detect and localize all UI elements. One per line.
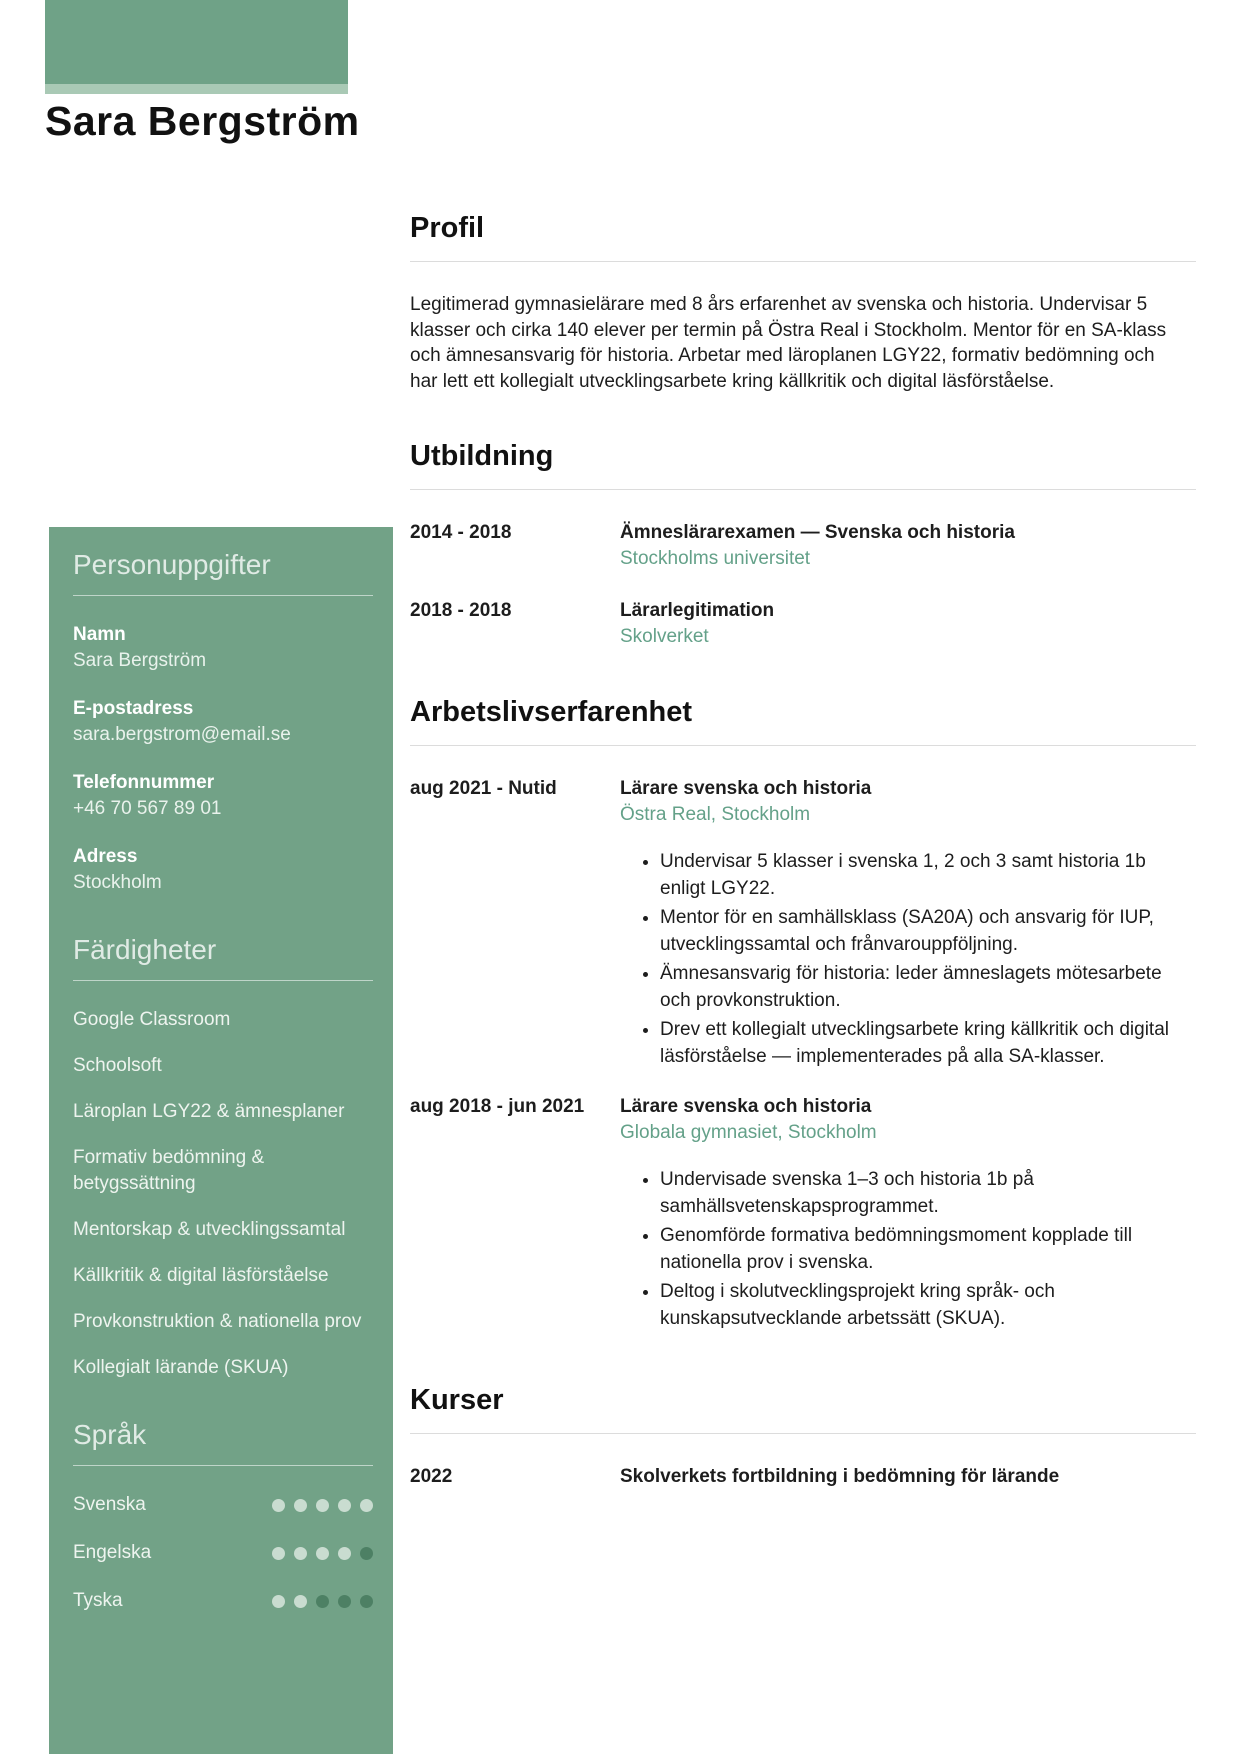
section-courses <box>410 1384 1196 1490</box>
skill-item: Formativ bedömning & betygssättning <box>73 1147 265 1194</box>
bullet-item: • Undervisar 5 klasser i svenska 1, 2 och 3 samt historia 1b enligt LGY22. <box>660 848 1196 902</box>
experience-org: Globala gymnasiet, Stockholm <box>620 1122 877 1143</box>
skill-item: Kollegialt lärande (SKUA) <box>73 1357 289 1378</box>
experience-details <box>620 1094 1196 1338</box>
field-email <box>73 696 373 748</box>
education-entry <box>410 520 1196 572</box>
education-title: Ämneslärarexamen — Svenska och historia <box>620 522 1015 543</box>
experience-entry <box>410 1094 1196 1338</box>
language-level-dot <box>360 1595 373 1608</box>
education-details <box>620 520 1196 572</box>
language-level-dot <box>294 1547 307 1560</box>
experience-title: Lärare svenska och historia <box>620 1096 872 1117</box>
language-level-dot <box>272 1547 285 1560</box>
language-row <box>73 1492 373 1518</box>
main-content <box>410 0 1196 1536</box>
bullet-item: • Mentor för en samhällsklass (SA20A) och ansvarig för IUP, utvecklingssamtal och frånvarouppföljning. <box>660 904 1196 958</box>
bullet-item: • Ämnesansvarig för historia: leder ämneslagets mötesarbete och provkonstruktion. <box>660 960 1196 1014</box>
education-title: Lärarlegitimation <box>620 600 775 621</box>
bullet-item: • Deltog i skolutvecklingsprojekt kring språk- och kunskapsutvecklande arbetssätt (SKUA). <box>660 1278 1196 1332</box>
personal-heading: Personuppgifter <box>73 549 373 596</box>
education-period: 2018 - 2018 <box>410 600 512 621</box>
language-level-dot <box>316 1499 329 1512</box>
field-label: Namn <box>73 624 126 645</box>
language-level-dot <box>316 1595 329 1608</box>
course-period: 2022 <box>410 1466 453 1487</box>
language-level-dot <box>338 1595 351 1608</box>
section-experience <box>410 696 1196 1338</box>
language-name: Engelska <box>73 1542 152 1563</box>
skill-item: Google Classroom <box>73 1009 231 1030</box>
field-value: sara.bergstrom@email.se <box>73 724 291 745</box>
skill-item: Schoolsoft <box>73 1055 162 1076</box>
field-value: +46 70 567 89 01 <box>73 798 222 819</box>
header-accent-main <box>45 0 348 84</box>
field-name <box>73 622 373 674</box>
sidebar <box>49 527 393 1754</box>
language-level-dots <box>272 1499 373 1512</box>
language-level-dot <box>294 1595 307 1608</box>
language-level-dot <box>338 1499 351 1512</box>
field-address <box>73 844 373 896</box>
experience-period: aug 2018 - jun 2021 <box>410 1096 585 1117</box>
skill-item: Provkonstruktion & nationella prov <box>73 1311 362 1332</box>
experience-entry <box>410 776 1196 1076</box>
field-phone <box>73 770 373 822</box>
education-heading: Utbildning <box>410 440 1196 490</box>
profile-heading: Profil <box>410 212 1196 262</box>
language-row <box>73 1540 373 1566</box>
language-level-dot <box>316 1547 329 1560</box>
language-level-dot <box>272 1595 285 1608</box>
education-org: Skolverket <box>620 626 709 647</box>
language-level-dots <box>272 1595 373 1608</box>
education-entry <box>410 598 1196 650</box>
language-level-dots <box>272 1547 373 1560</box>
sidebar-section-skills <box>73 934 373 1381</box>
language-name: Svenska <box>73 1494 146 1515</box>
bullet-item: • Undervisade svenska 1–3 och historia 1b på samhällsvetenskapsprogrammet. <box>660 1166 1196 1220</box>
experience-bullets <box>620 848 1196 1070</box>
field-label: Adress <box>73 846 138 867</box>
language-level-dot <box>360 1499 373 1512</box>
experience-period: aug 2021 - Nutid <box>410 778 557 799</box>
header-accent-block <box>45 0 348 94</box>
education-period: 2014 - 2018 <box>410 522 512 543</box>
page-title: Sara Bergström <box>45 98 360 144</box>
language-row <box>73 1588 373 1614</box>
skill-item: Mentorskap & utvecklingssamtal <box>73 1219 346 1240</box>
experience-heading: Arbetslivserfarenhet <box>410 696 1196 746</box>
language-level-dot <box>272 1499 285 1512</box>
experience-title: Lärare svenska och historia <box>620 778 872 799</box>
experience-org: Östra Real, Stockholm <box>620 804 811 825</box>
field-label: E-postadress <box>73 698 194 719</box>
courses-heading: Kurser <box>410 1384 1196 1434</box>
bullet-item: • Genomförde formativa bedömningsmoment kopplade till nationella prov i svenska. <box>660 1222 1196 1276</box>
languages-heading: Språk <box>73 1419 373 1466</box>
bullet-item: • Drev ett kollegialt utvecklingsarbete kring källkritik och digital läsförståelse — implementerades på alla SA-klasser. <box>660 1016 1196 1070</box>
experience-details <box>620 776 1196 1076</box>
section-profile <box>410 212 1196 394</box>
language-level-dot <box>338 1547 351 1560</box>
sidebar-section-personal <box>73 549 373 896</box>
field-label: Telefonnummer <box>73 772 215 793</box>
course-title: Skolverkets fortbildning i bedömning för lärande <box>620 1466 1060 1487</box>
skills-heading: Färdigheter <box>73 934 373 981</box>
education-details <box>620 598 1196 650</box>
header-accent-strip <box>45 84 348 94</box>
field-value: Sara Bergström <box>73 650 207 671</box>
language-level-dot <box>360 1547 373 1560</box>
sidebar-section-languages <box>73 1419 373 1614</box>
section-education <box>410 440 1196 650</box>
profile-text: Legitimerad gymnasielärare med 8 års erfarenhet av svenska och historia. Undervisar 5 klasser och cirka 140 elever per termin på Östra Real i Stockholm. Mentor för en SA-klass och ämnesansvarig för historia. Arbetar med läroplanen LGY22, formativ bedömning och har lett ett kollegialt utvecklingsarbete kring källkritik och digital läsförståelse. <box>410 294 1167 392</box>
skill-item: Källkritik & digital läsförståelse <box>73 1265 329 1286</box>
language-level-dot <box>294 1499 307 1512</box>
experience-bullets <box>620 1166 1196 1332</box>
language-name: Tyska <box>73 1590 123 1611</box>
skill-item: Läroplan LGY22 & ämnesplaner <box>73 1101 345 1122</box>
field-value: Stockholm <box>73 872 162 893</box>
course-entry <box>410 1464 1196 1490</box>
education-org: Stockholms universitet <box>620 548 811 569</box>
